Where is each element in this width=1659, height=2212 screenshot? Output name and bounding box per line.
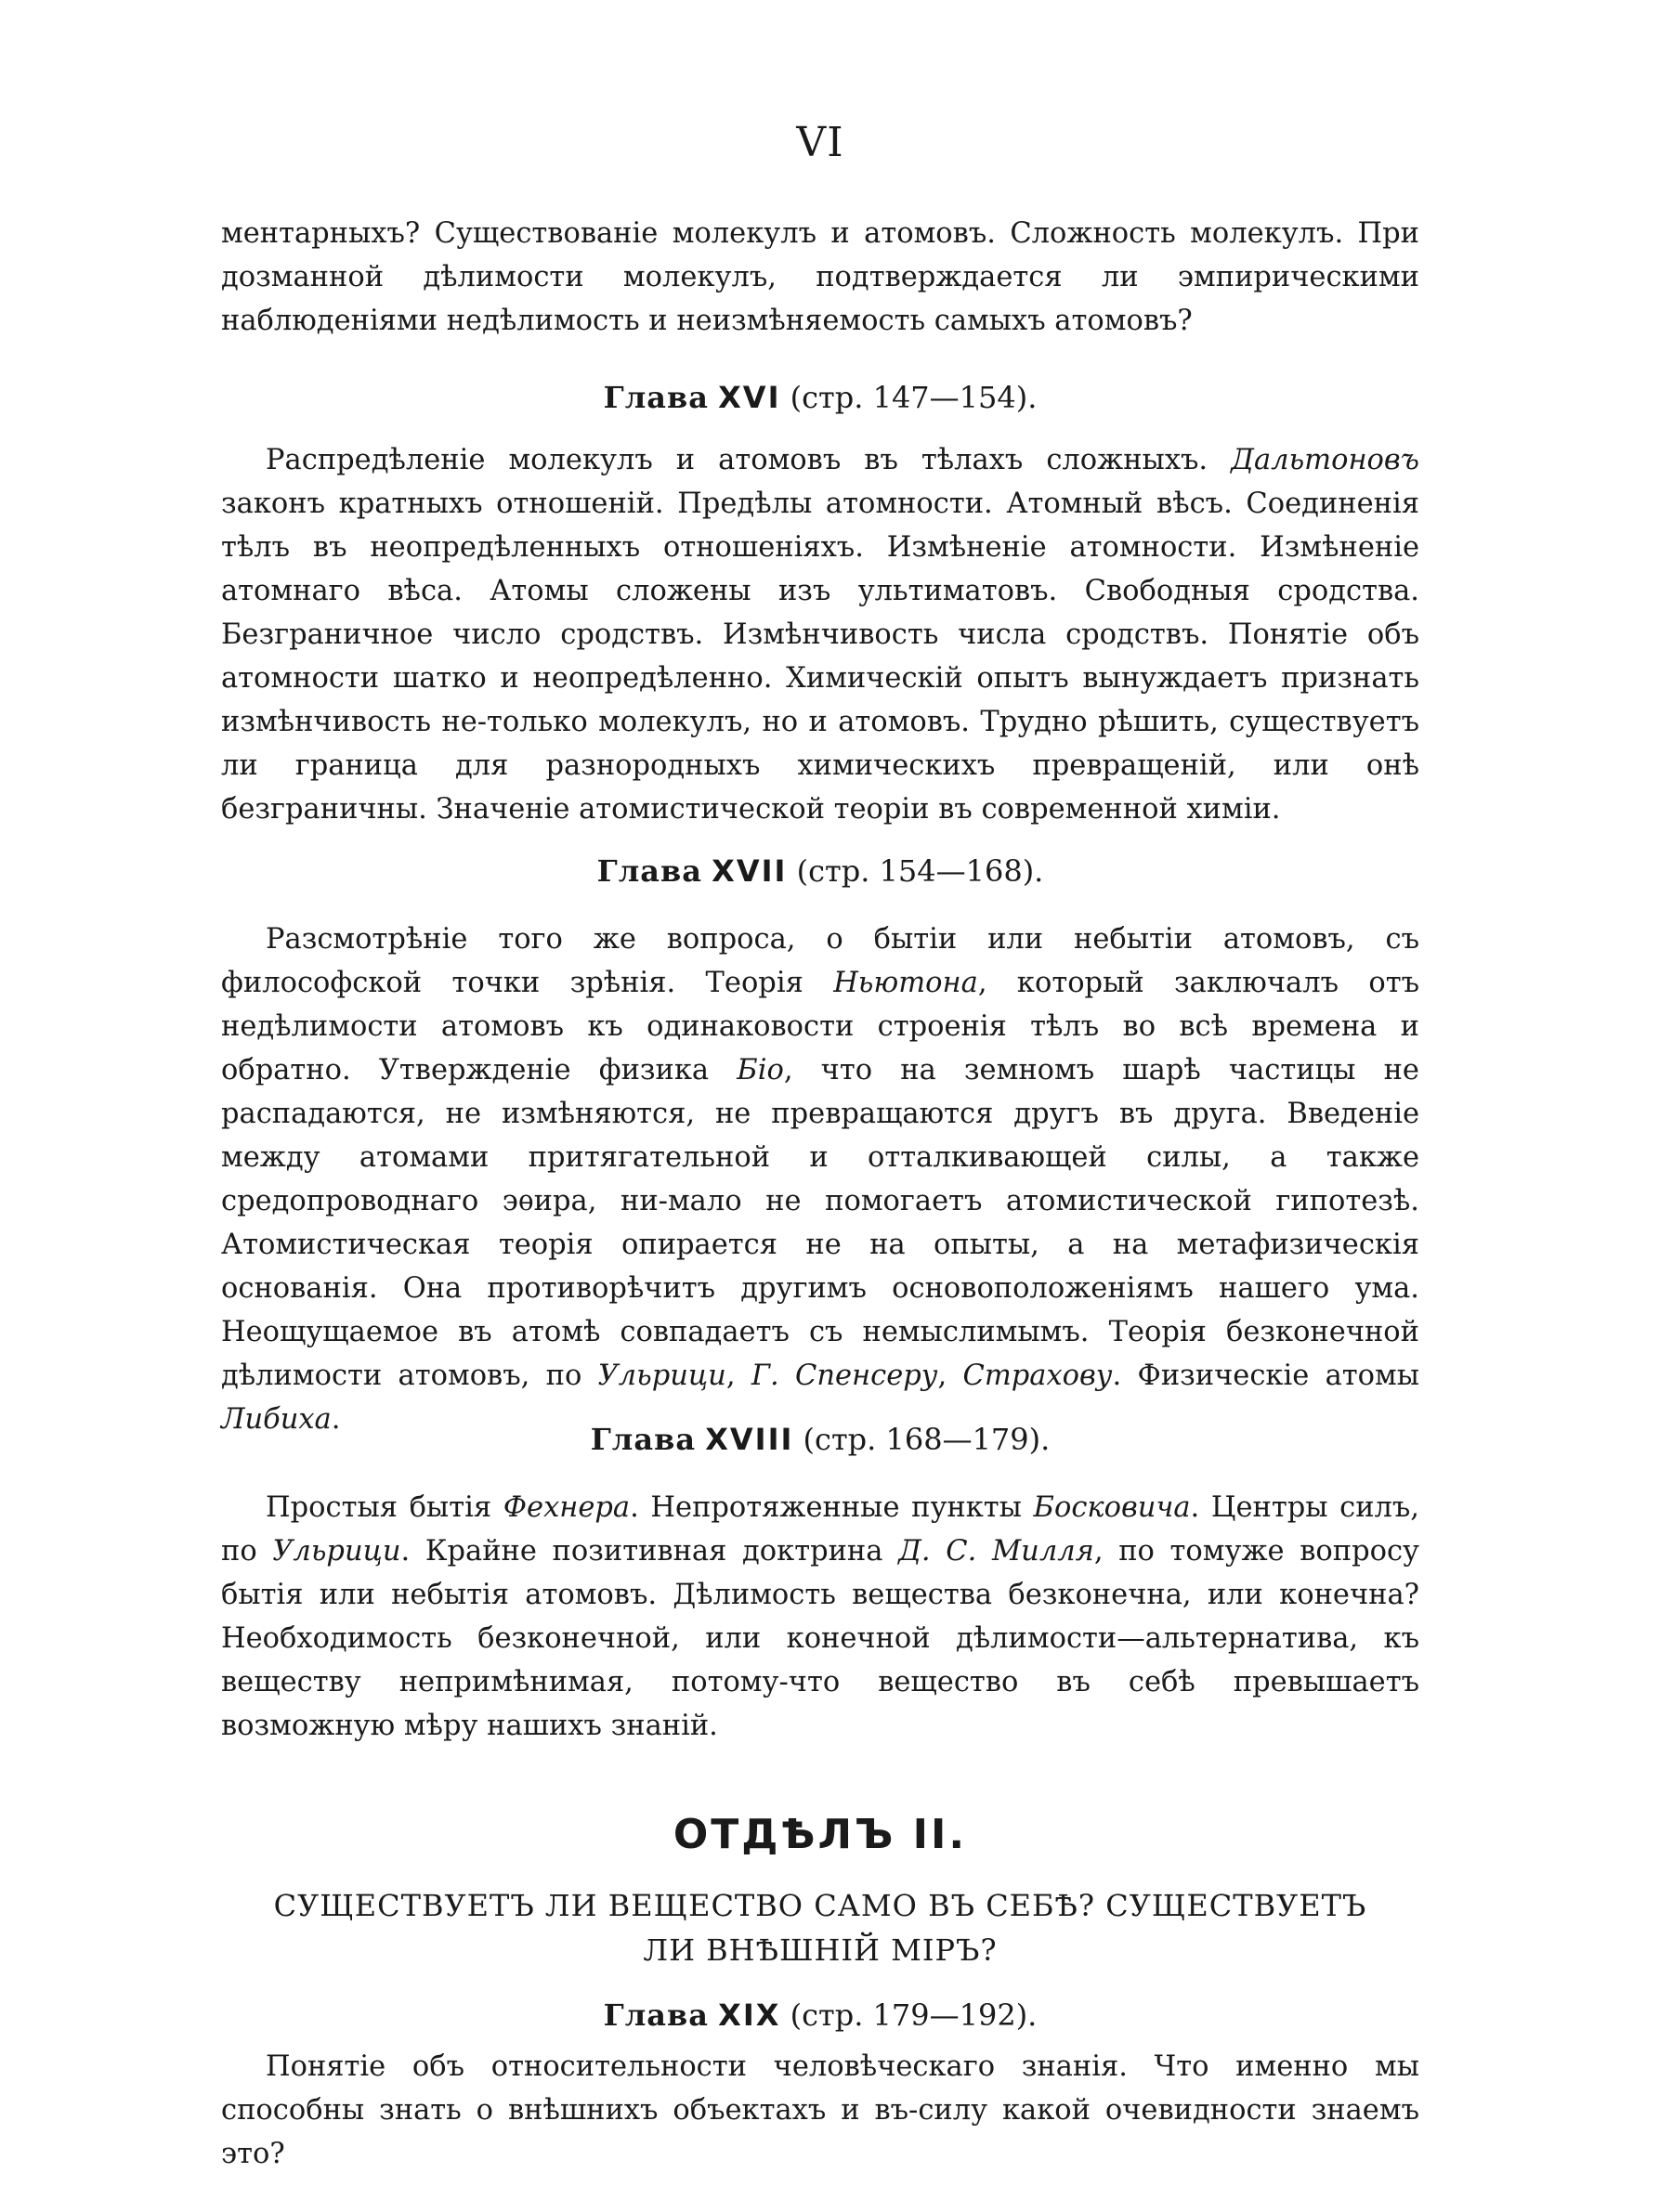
- summary-text: Разсмотрѣніе того же вопроса, о бытіи или небытіи атомовъ, съ философской точки зрѣнія. Теорія: [221, 923, 1419, 999]
- italic-name: Ульрици: [272, 1535, 401, 1568]
- summary-text: . Крайне позитивная доктрина: [400, 1535, 899, 1568]
- italic-name: Ньютона: [833, 967, 978, 999]
- summary-text: Понятіе объ относительности человѣческаго знанія. Что именно мы способны знать о внѣшнихъ объектахъ и въ-силу какой очевидности знаемъ это?: [221, 2050, 1419, 2170]
- chapter-number: XVI: [718, 380, 781, 415]
- chapter-pages: (стр. 179—192).: [790, 1997, 1038, 2033]
- summary-text: . Физическіе атомы: [1112, 1360, 1420, 1392]
- chapter-heading-xix: [221, 1997, 1419, 2034]
- chapter-heading-xvi: [221, 379, 1419, 416]
- italic-name: Босковича: [1033, 1491, 1191, 1524]
- chapter-word: Глава: [603, 1997, 709, 2033]
- italic-name: Г. Спенсеру: [751, 1360, 938, 1392]
- chapter-word: Глава: [603, 380, 709, 415]
- summary-text: ,: [937, 1360, 963, 1392]
- chapter-summary-xviii: [221, 1486, 1419, 1748]
- chapter-number: XVII: [712, 853, 788, 889]
- italic-name: Фехнера: [503, 1491, 631, 1524]
- chapter-pages: (стр. 147—154).: [790, 380, 1038, 415]
- chapter-summary-xvii: [221, 917, 1419, 1441]
- summary-text: , который заключалъ отъ недѣлимости атомовъ къ одинаковости строенія тѣлъ во всѣ времена и обратно. Утвержденіе физика: [221, 967, 1419, 1086]
- chapter-summary-xvi: [221, 438, 1419, 831]
- summary-text: . Непротяженные пункты: [630, 1491, 1034, 1524]
- chapter-summary-xix: [221, 2045, 1419, 2176]
- italic-name: Страхову: [962, 1360, 1113, 1392]
- chapter-pages: (стр. 168—179).: [803, 1422, 1051, 1457]
- summary-text: , что на земномъ шарѣ частицы не распадаются, не измѣняются, не превращаются другъ въ друга. Введеніе между атомами притягательной и отталкивающей силы, а также средопроводнаго эѳира, ни-мало не помогаетъ атомистической гипотезѣ. Атомистическая теорія опирается не на опыты, а на метафизическія основанія. Она противорѣчитъ другимъ основоположеніямъ нашего ума. Неощущаемое въ атомѣ совпадаетъ съ немыслимымъ. Теорія безконечной дѣлимости атомовъ, по: [221, 1054, 1419, 1392]
- italic-name: Д. С. Милля: [898, 1535, 1094, 1568]
- italic-name: Ульрици: [597, 1360, 726, 1392]
- summary-text: Распредѣленіе молекулъ и атомовъ въ тѣлахъ сложныхъ.: [266, 444, 1232, 476]
- section-title: ОТДѢЛЪ II.: [673, 1811, 968, 1858]
- chapter-number: XVIII: [705, 1422, 794, 1457]
- page-number: VI: [796, 119, 844, 166]
- italic-name: Дальтоновъ: [1231, 444, 1419, 476]
- summary-text: ,: [725, 1360, 751, 1392]
- italic-name: Біо: [737, 1054, 784, 1086]
- continued-paragraph: ментарныхъ? Существованіе молекулъ и атомовъ. Сложность молекулъ. При дозманной дѣлимости молекулъ, подтверждается ли эмпирическими наблюденіями недѣлимость и неизмѣняемость самыхъ атомовъ?: [221, 217, 1419, 337]
- chapter-word: Глава: [596, 853, 702, 889]
- chapter-number: XIX: [718, 1997, 781, 2033]
- section-subtitle: СУЩЕСТВУЕТЪ ЛИ ВЕЩЕСТВО САМО ВЪ СЕБѢ? СУЩЕСТВУЕТЪ ЛИ ВНѢШНІЙ МІРЪ?: [273, 1888, 1367, 1968]
- summary-text: . Центры силъ, по: [221, 1491, 1420, 1568]
- summary-text: законъ кратныхъ отношеній. Предѣлы атомности. Атомный вѣсъ. Соединенія тѣлъ въ неопредѣленныхъ отношеніяхъ. Измѣненіе атомности. Измѣненіе атомнаго вѣса. Атомы сложены изъ ультиматовъ. Свободныя сродства. Безграничное число сродствъ. Измѣнчивость числа сродствъ. Понятіе объ атомности шатко и неопредѣленно. Химическій опытъ вынуждаетъ признать измѣнчивость не-только молекулъ, но и атомовъ. Трудно рѣшить, существуетъ ли граница для разнородныхъ химическихъ превращеній, или онѣ безграничны. Значеніе атомистической теоріи въ современной химіи.: [221, 488, 1419, 826]
- chapter-heading-xviii: [221, 1421, 1419, 1458]
- chapter-heading-xvii: [221, 852, 1419, 890]
- summary-text: , по томуже вопросу бытія или небытія атомовъ. Дѣлимость вещества безконечна, или конечна? Необходимость безконечной, или конечной дѣлимости—альтернатива, къ веществу непримѣнимая, потому-что вещество въ себѣ превышаетъ возможную мѣру нашихъ знаній.: [221, 1535, 1420, 1742]
- summary-text: Простыя бытія: [266, 1491, 503, 1524]
- chapter-pages: (стр. 154—168).: [796, 853, 1044, 889]
- summary-text: .: [331, 1403, 341, 1436]
- chapter-word: Глава: [590, 1422, 697, 1457]
- italic-name: Либиха: [221, 1403, 332, 1436]
